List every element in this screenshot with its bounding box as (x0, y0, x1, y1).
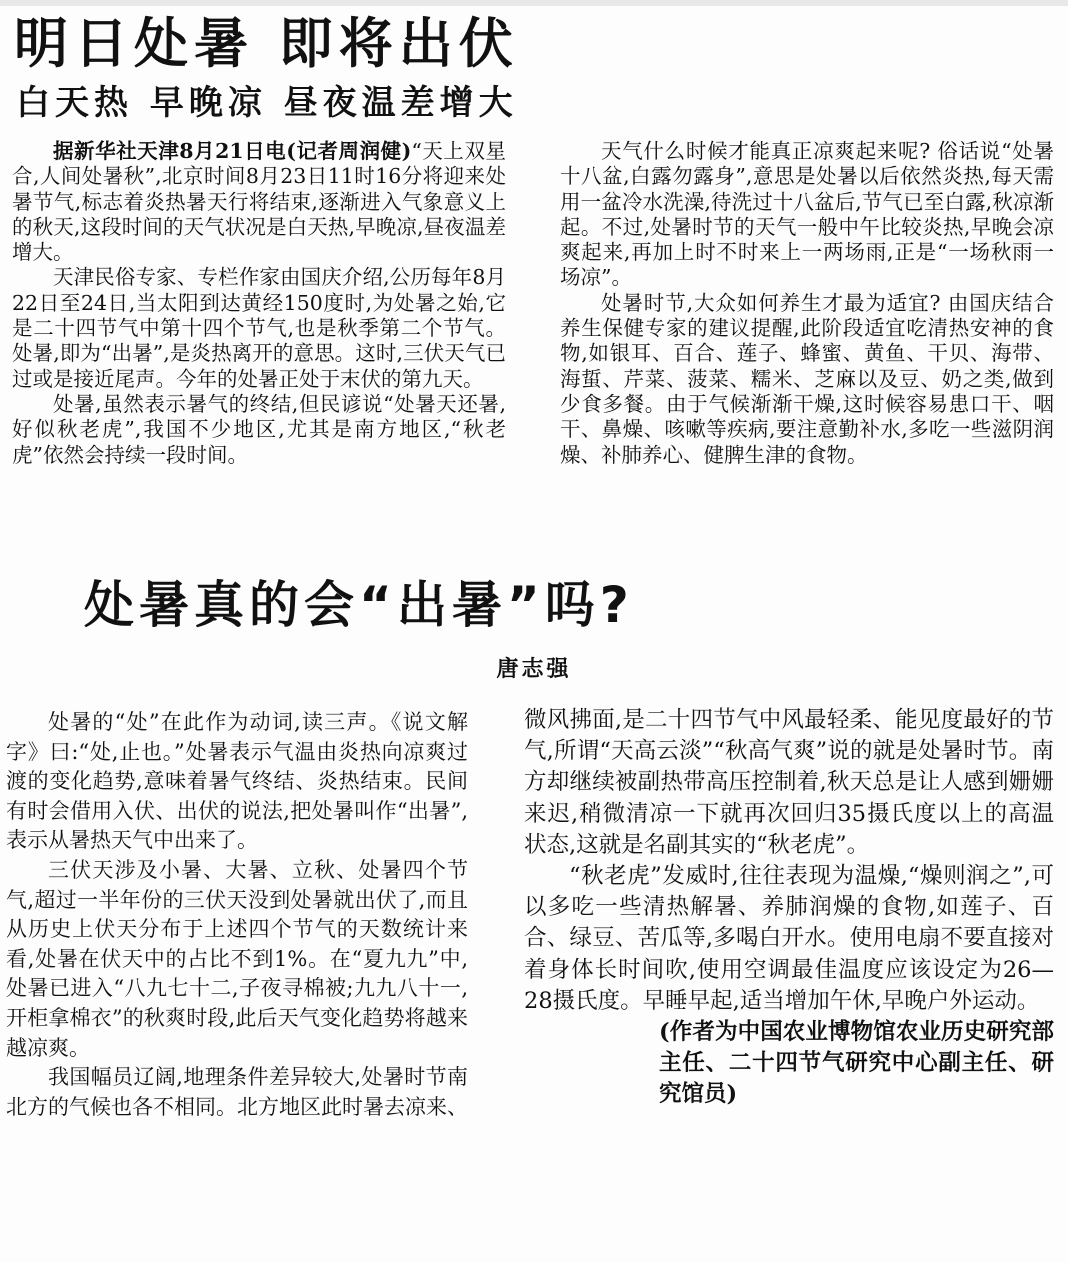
article2-column-right (524, 705, 1054, 1257)
article2-author-note: (作者为中国农业博物馆农业历史研究部主任、二十四节气研究中心副主任、研究馆员) (659, 1019, 1054, 1108)
article1-column-right (560, 139, 1054, 549)
article2-paragraph: “秋老虎”发威时,往往表现为温燥,“燥则润之”,可以多吃一些清热解暑、养肺润燥的食物,如莲子、百合、绿豆、苦瓜等,多喝白开水。使用电扇不要直接对着身体长时间吹,使用空调最佳温度应该设定为26—28摄氏度。早睡早起,适当增加午休,早晚户外运动。 (524, 863, 1054, 1014)
top-edge (0, 0, 1068, 6)
article2-byline: 唐志强 (496, 656, 572, 682)
article2-headline: 处暑真的会“出暑”吗? (84, 576, 634, 634)
article1-dateline: 据新华社天津8月21日电(记者周润健) (53, 139, 412, 163)
article1-paragraph: 天津民俗专家、专栏作家由国庆介绍,公历每年8月22日至24日,当太阳到达黄经150度时,为处暑之始,它是二十四节气中第十四个节气,也是秋季第二个节气。处暑,即为“出暑”,是炎热离开的意思。这时,三伏天气已过或是接近尾声。今年的处暑正处于末伏的第九天。 (12, 265, 506, 391)
article1-paragraph: 处暑时节,大众如何养生才最为适宜? 由国庆结合养生保健专家的建议提醒,此阶段适宜吃清热安神的食物,如银耳、百合、莲子、蜂蜜、黄鱼、干贝、海带、海蜇、芹菜、菠菜、糯米、芝麻以及豆、奶之类,做到少食多餐。由于气候渐渐干燥,这时候容易患口干、咽干、鼻燥、咳嗽等疾病,要注意勤补水,多吃一些滋阴润燥、补肺养心、健脾生津的食物。 (560, 290, 1054, 467)
article2-column-left (6, 708, 468, 1258)
article1-subheadline: 白天热 早晚凉 昼夜温差增大 (16, 83, 518, 123)
article2-paragraph: 三伏天涉及小暑、大暑、立秋、处暑四个节气,超过一半年份的三伏天没到处暑就出伏了,而且从历史上伏天分布于上述四个节气的天数统计来看,处暑在伏天中的占比不到1%。在“夏九九”中,处暑已进入“八九七十二,子夜寻棉被;九九八十一,开柜拿棉衣”的秋爽时段,此后天气变化趋势将越来越凉爽。 (6, 857, 468, 1060)
article1-paragraph: 据新华社天津8月21日电(记者周润健)“天上双星合,人间处暑秋”,北京时间8月23日11时16分将迎来处暑节气,标志着炎热暑天行将结束,逐渐进入气象意义上的秋天,这段时间的天气状况是白天热,早晚凉,昼夜温差增大。 (12, 139, 506, 265)
article2-paragraph: 我国幅员辽阔,地理条件差异较大,处暑时节南北方的气候也各不相同。北方地区此时暑去凉来、 (6, 1065, 468, 1119)
article1-headline: 明日处暑 即将出伏 (14, 12, 519, 75)
article2-paragraph: 处暑的“处”在此作为动词,读三声。《说文解字》曰:“处,止也。”处暑表示气温由炎热向凉爽过渡的变化趋势,意味着暑气终结、炎热结束。民间有时会借用入伏、出伏的说法,把处暑叫作“出暑”,表示从暑热天气中出来了。 (6, 710, 468, 853)
article2-paragraph: 微风拂面,是二十四节气中风最轻柔、能见度最好的节气,所谓“天高云淡”“秋高气爽”说的就是处暑时节。南方却继续被副热带高压控制着,秋天总是让人感到姗姗来迟,稍微清凉一下就再次回归35摄氏度以上的高温状态,这就是名副其实的“秋老虎”。 (524, 707, 1054, 858)
article1-paragraph: 天气什么时候才能真正凉爽起来呢? 俗话说“处暑十八盆,白露勿露身”,意思是处暑以后依然炎热,每天需用一盆冷水洗澡,待洗过十八盆后,节气已至白露,秋凉渐起。不过,处暑时节的天气一般中午比较炎热,早晚会凉爽起来,再加上时不时来上一两场雨,正是“一场秋雨一场凉”。 (560, 139, 1054, 290)
article1-paragraph: 处暑,虽然表示暑气的终结,但民谚说“处暑天还暑,好似秋老虎”,我国不少地区,尤其是南方地区,“秋老虎”依然会持续一段时间。 (12, 391, 506, 467)
article1-column-left (12, 139, 506, 549)
